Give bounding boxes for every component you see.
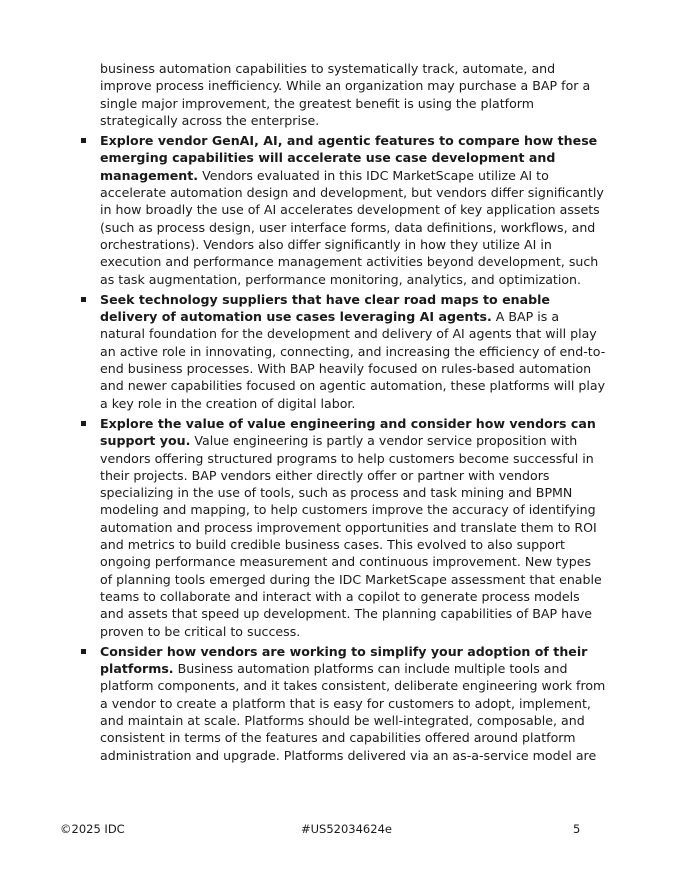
recommendation-list (100, 132, 606, 764)
bullet-text: Vendors evaluated in this IDC MarketScape utilize AI to accelerate automation design and development, but vendors differ significantly in how broadly the use of AI accelerates development of key application assets (such as process design, user interface forms, data definitions, workflows, and orchestrations). Vendors also differ significantly in how they utilize AI in execution and performance management activities beyond development, such as task augmentation, performance monitoring, analytics, and optimization. (100, 167, 604, 287)
footer-copyright: ©2025 IDC (60, 822, 125, 836)
bullet-heading: Explore the value of value engineering and consider how vendors can support you. (100, 415, 596, 449)
lead-paragraph: business automation capabilities to systematically track, automate, and improve process inefficiency. While an organization may purchase a BAP for a single major improvement, the greatest benefit is using the platform strategically across the enterprise. (100, 61, 591, 128)
bullet-text: A BAP is a natural foundation for the development and delivery of AI agents that will play an active role in innovating, connecting, and increasing the efficiency of end-to-end business processes. With BAP heavily focused on rules-based automation and newer capabilities focused on agentic automation, these platforms will play a key role in the creation of digital labor. (100, 309, 606, 411)
list-item (100, 643, 606, 764)
square-bullet-icon (81, 138, 86, 143)
bullet-heading: Explore vendor GenAI, AI, and agentic features to compare how these emerging capabilities will accelerate use case development and management. (100, 133, 598, 183)
square-bullet-icon (81, 649, 86, 654)
bullet-heading: Consider how vendors are working to simplify your adoption of their platforms. (100, 643, 588, 677)
list-item (100, 132, 606, 288)
bullet-heading: Seek technology suppliers that have clear road maps to enable delivery of automation use cases leveraging AI agents. (100, 291, 550, 325)
list-item (100, 415, 606, 640)
bullet-text: Business automation platforms can include multiple tools and platform components, and it takes consistent, deliberate engineering work from a vendor to create a platform that is easy for customers to adopt, implement, and maintain at scale. Platforms should be well-integrated, composable, and consistent in terms of the features and capabilities offered around platform administration and upgrade. Platforms delivered via an as-a-service model are (100, 661, 606, 763)
document-body (100, 60, 606, 767)
bullet-text: Value engineering is partly a vendor service proposition with vendors offering structured programs to help customers become successful in their projects. BAP vendors either directly offer or partner with vendors specializing in the use of tools, such as process and task mining and BPMN modeling and mapping, to help customers improve the accuracy of identifying automation and process improvement opportunities and translate them to ROI and metrics to build credible business cases. This evolved to also support ongoing performance measurement and continuous improvement. New types of planning tools emerged during the IDC MarketScape assessment that enable teams to collaborate and interact with a copilot to generate process models and assets that speed up development. The planning capabilities of BAP have proven to be critical to success. (100, 433, 602, 639)
footer-document-id: #US52034624e (301, 822, 392, 836)
square-bullet-icon (81, 297, 86, 302)
square-bullet-icon (81, 421, 86, 426)
footer-page-number: 5 (573, 822, 581, 836)
list-item (100, 291, 606, 412)
